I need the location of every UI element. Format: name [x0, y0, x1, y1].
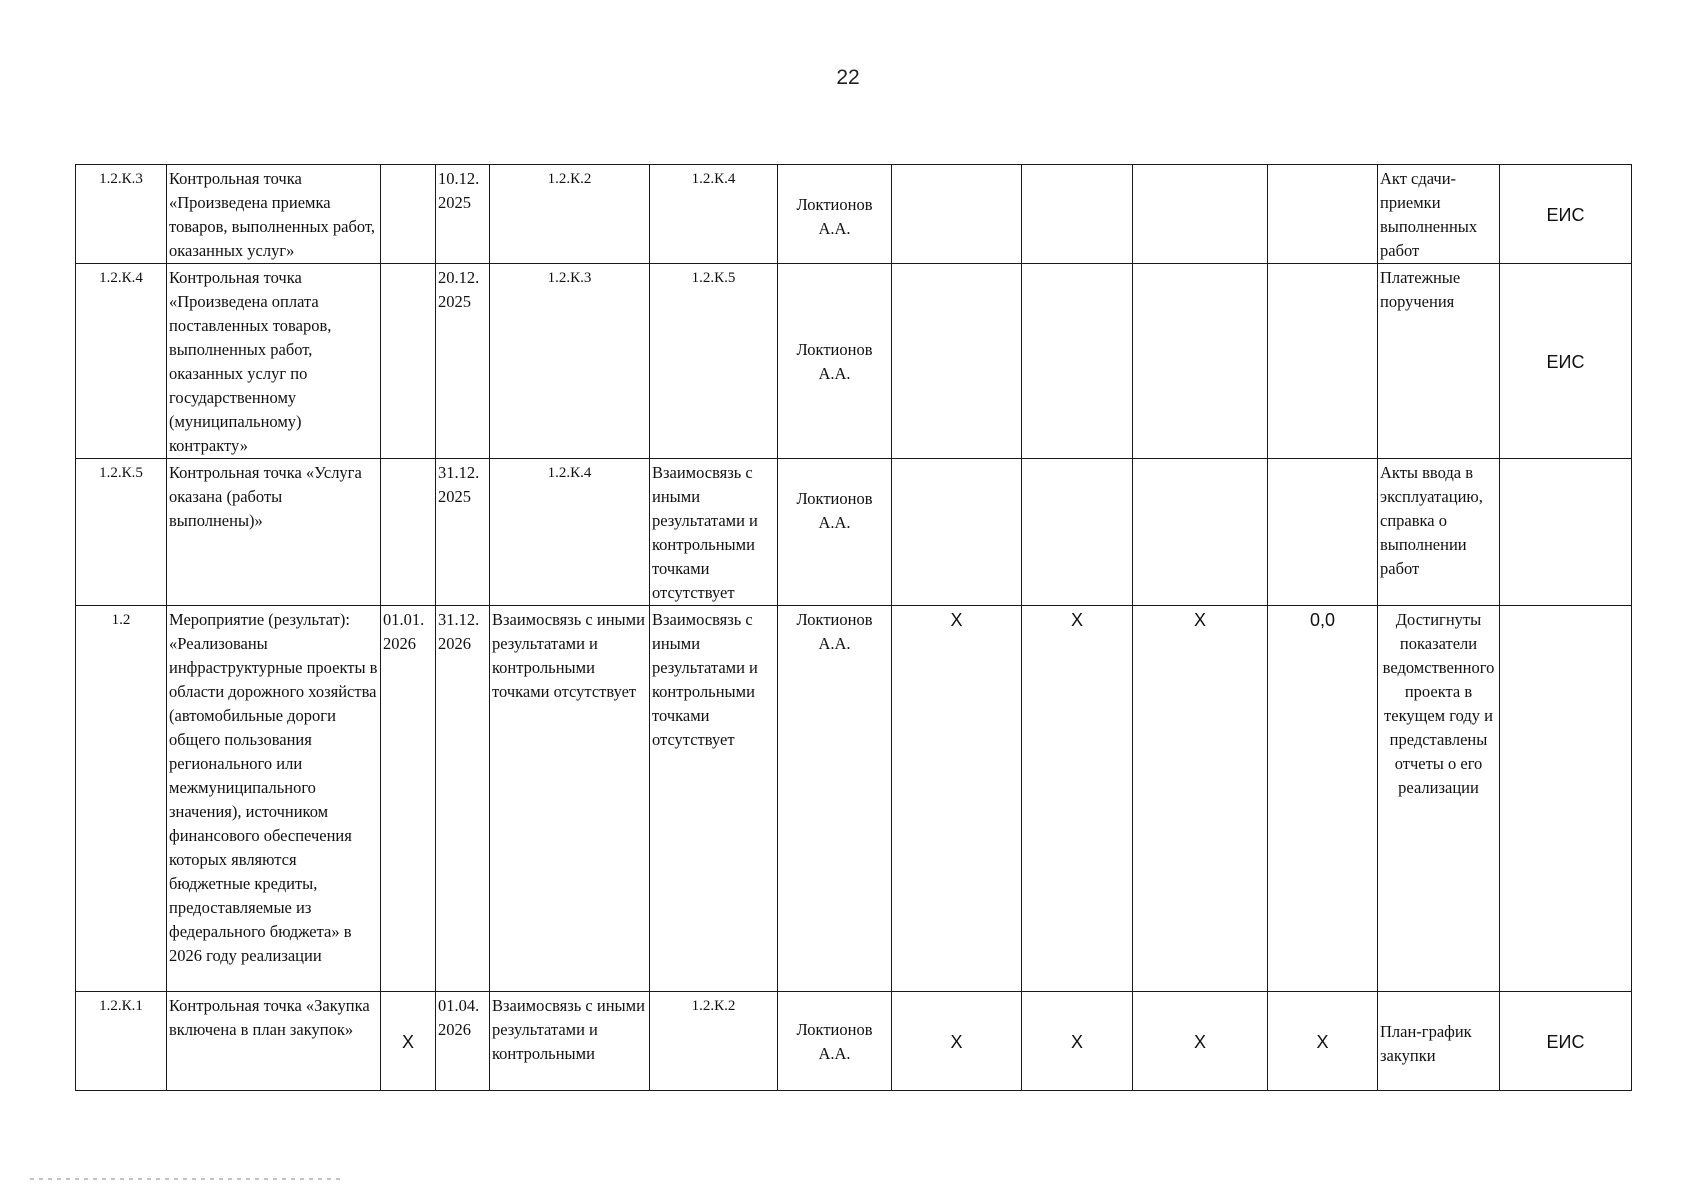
row-value-2: X [1022, 992, 1133, 1091]
row-system: ЕИС [1500, 165, 1632, 264]
row-value-1 [892, 264, 1022, 459]
row-predecessor: 1.2.К.2 [490, 165, 650, 264]
row-value-4: 0,0 [1268, 606, 1378, 992]
row-predecessor: Взаимосвязь с иными результатами и контрольными [490, 992, 650, 1091]
row-start-date: 01.01. 2026 [381, 606, 436, 992]
row-start-date: X [381, 992, 436, 1091]
row-value-3: X [1133, 992, 1268, 1091]
row-responsible: Локтионов А.А. [778, 992, 892, 1091]
row-system [1500, 459, 1632, 606]
page-number: 22 [836, 66, 860, 89]
row-name: Контрольная точка «Услуга оказана (работы выполнены)» [167, 459, 381, 606]
row-value-2 [1022, 459, 1133, 606]
row-code: 1.2.К.4 [76, 264, 167, 459]
row-responsible: Локтионов А.А. [778, 165, 892, 264]
row-responsible: Локтионов А.А. [778, 264, 892, 459]
table-row [76, 606, 1632, 992]
row-code: 1.2 [76, 606, 167, 992]
row-end-date: 31.12. 2026 [436, 606, 490, 992]
row-system: ЕИС [1500, 992, 1632, 1091]
table-row [76, 992, 1632, 1091]
row-successor: 1.2.К.2 [650, 992, 778, 1091]
row-name: Мероприятие (результат): «Реализованы инфраструктурные проекты в области дорожного хозяйства (автомобильные дороги общего пользования регионального или межмуниципального значения), источником финансового обеспечения которых являются бюджетные кредиты, предоставляемые из федерального бюджета» в 2026 году реализации [167, 606, 381, 992]
row-predecessor: Взаимосвязь с иными результатами и контрольными точками отсутствует [490, 606, 650, 992]
row-end-date: 01.04. 2026 [436, 992, 490, 1091]
row-start-date [381, 165, 436, 264]
row-responsible: Локтионов А.А. [778, 459, 892, 606]
row-code: 1.2.К.5 [76, 459, 167, 606]
row-responsible: Локтионов А.А. [778, 606, 892, 992]
row-value-4: X [1268, 992, 1378, 1091]
row-system: ЕИС [1500, 264, 1632, 459]
row-value-1: X [892, 606, 1022, 992]
row-value-3: X [1133, 606, 1268, 992]
table-row [76, 165, 1632, 264]
row-predecessor: 1.2.К.4 [490, 459, 650, 606]
row-value-3 [1133, 459, 1268, 606]
row-name: Контрольная точка «Произведена приемка товаров, выполненных работ, оказанных услуг» [167, 165, 381, 264]
row-document: Акты ввода в эксплуатацию, справка о выполнении работ [1378, 459, 1500, 606]
row-value-4 [1268, 264, 1378, 459]
scan-artifact [30, 1178, 340, 1180]
row-value-2 [1022, 264, 1133, 459]
row-value-1 [892, 165, 1022, 264]
row-document: Акт сдачи-приемки выполненных работ [1378, 165, 1500, 264]
row-start-date [381, 264, 436, 459]
row-end-date: 31.12. 2025 [436, 459, 490, 606]
row-value-1 [892, 459, 1022, 606]
row-successor: Взаимосвязь с иными результатами и контрольными точками отсутствует [650, 459, 778, 606]
row-value-4 [1268, 165, 1378, 264]
row-successor: Взаимосвязь с иными результатами и контрольными точками отсутствует [650, 606, 778, 992]
row-system [1500, 606, 1632, 992]
row-value-4 [1268, 459, 1378, 606]
row-value-1: X [892, 992, 1022, 1091]
row-document: Достигнуты показатели ведомственного проекта в текущем году и представлены отчеты о его реализации [1378, 606, 1500, 992]
row-end-date: 10.12. 2025 [436, 165, 490, 264]
row-start-date [381, 459, 436, 606]
plan-table [75, 164, 1632, 1091]
row-document: План-график закупки [1378, 992, 1500, 1091]
row-successor: 1.2.К.5 [650, 264, 778, 459]
row-value-3 [1133, 165, 1268, 264]
row-successor: 1.2.К.4 [650, 165, 778, 264]
row-name: Контрольная точка «Произведена оплата поставленных товаров, выполненных работ, оказанных услуг по государственному (муниципальному) контракту» [167, 264, 381, 459]
row-value-2: X [1022, 606, 1133, 992]
row-code: 1.2.К.3 [76, 165, 167, 264]
row-name: Контрольная точка «Закупка включена в план закупок» [167, 992, 381, 1091]
row-predecessor: 1.2.К.3 [490, 264, 650, 459]
row-value-2 [1022, 165, 1133, 264]
table-row [76, 459, 1632, 606]
table-row [76, 264, 1632, 459]
row-code: 1.2.К.1 [76, 992, 167, 1091]
row-end-date: 20.12. 2025 [436, 264, 490, 459]
row-document: Платежные поручения [1378, 264, 1500, 459]
row-value-3 [1133, 264, 1268, 459]
